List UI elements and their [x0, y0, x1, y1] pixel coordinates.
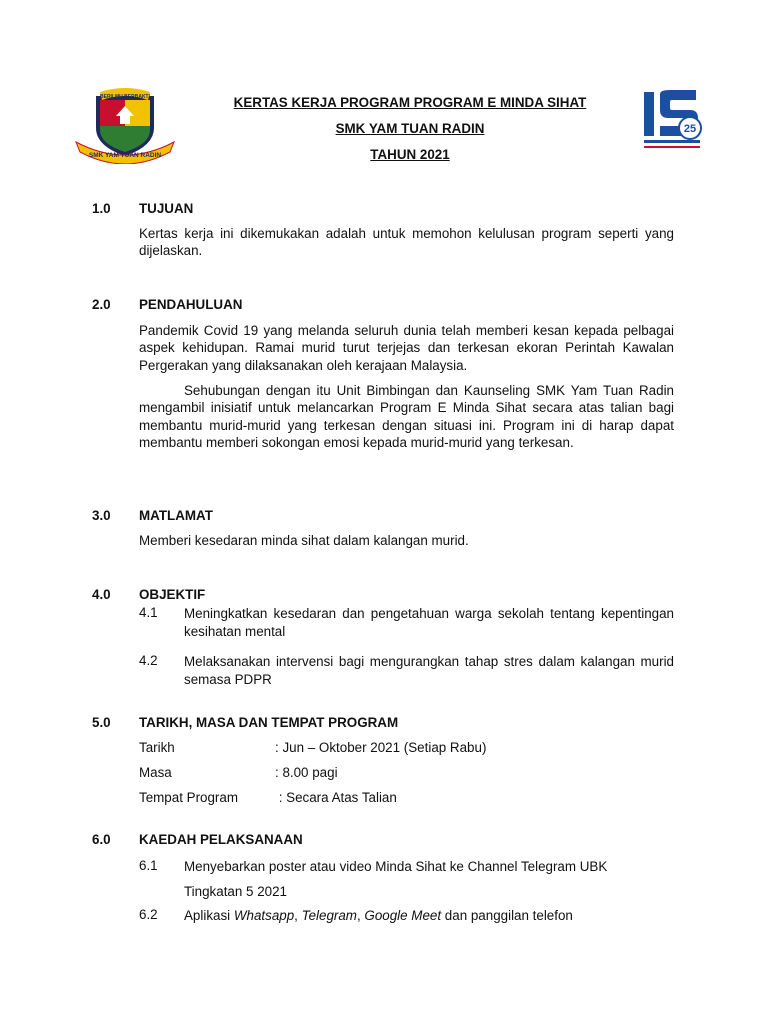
title-line-2: SMK YAM TUAN RADIN: [335, 121, 485, 136]
list-item-prefix: Aplikasi: [184, 908, 234, 923]
section-heading-kaedah: KAEDAH PELAKSANAAN: [139, 832, 303, 847]
list-separator: ,: [294, 908, 302, 923]
section-number: 4.0: [92, 587, 111, 602]
list-item-text: Melaksanakan intervensi bagi mengurangkan tahap stres dalam kalangan murid semasa PDPR: [184, 654, 674, 687]
app-name-whatsapp: Whatsapp: [233, 908, 295, 923]
school-crest-icon: [72, 86, 178, 164]
list-item-text: Meningkatkan kesedaran dan pengetahuan warga sekolah tentang kepentingan kesihatan mental: [184, 606, 674, 639]
detail-value: : Secara Atas Talian: [275, 790, 397, 805]
section-body-pendahuluan: Pandemik Covid 19 yang melanda seluruh dunia telah memberi kesan kepada pelbagai aspek kehidupan. Ramai murid turut terjejas dan terkesan ekoran Perintah Kawalan Pergerakan yang dilaksanakan oleh kerajaan Malaysia.: [139, 323, 674, 373]
title-line-3: TAHUN 2021: [370, 147, 450, 162]
list-item-text: Menyebarkan poster atau video Minda Sihat ke Channel Telegram UBK: [184, 859, 608, 874]
detail-label: Tarikh: [139, 740, 175, 755]
list-item-number: 6.2: [139, 907, 158, 922]
section-number: 3.0: [92, 508, 111, 523]
section-number: 2.0: [92, 297, 111, 312]
detail-value: : 8.00 pagi: [275, 765, 338, 780]
ribbon-text: SMK YAM TUAN RADIN: [88, 152, 162, 159]
section-body-matlamat: Memberi kesedaran minda sihat dalam kalangan murid.: [139, 533, 469, 548]
list-separator: ,: [356, 908, 365, 923]
section-heading-pendahuluan: PENDAHULUAN: [139, 297, 243, 312]
section-heading-objektif: OBJEKTIF: [139, 587, 206, 602]
anniversary-number: 25: [683, 123, 697, 135]
detail-label: Masa: [139, 765, 172, 780]
section-heading-tujuan: TUJUAN: [139, 201, 194, 216]
section-heading-tarikh: TARIKH, MASA DAN TEMPAT PROGRAM: [139, 715, 399, 730]
list-item-text: [184, 907, 674, 925]
list-item-suffix: dan panggilan telefon: [441, 908, 573, 923]
list-item-number: 6.1: [139, 858, 158, 873]
ls25-anniversary-logo-icon: [640, 88, 704, 154]
section-number: 5.0: [92, 715, 111, 730]
app-name-google-meet: Google Meet: [364, 908, 442, 923]
section-number: 1.0: [92, 201, 111, 216]
section-body-pendahuluan-2: Sehubungan dengan itu Unit Bimbingan dan Kaunseling SMK Yam Tuan Radin mengambil inisiatif untuk melancarkan Program E Minda Sihat secara atas talian bagi membantu murid-murid yang terkesan dengan situasi ini. Program ini di harap dapat membantu memberi sokongan emosi kepada murid-murid yang terkesan.: [139, 383, 674, 450]
app-name-telegram: Telegram: [301, 908, 357, 923]
detail-value: : Jun – Oktober 2021 (Setiap Rabu): [275, 740, 487, 755]
section-body-tujuan: Kertas kerja ini dikemukakan adalah untuk memohon kelulusan program seperti yang dijelaskan.: [139, 226, 674, 259]
section-heading-matlamat: MATLAMAT: [139, 508, 213, 523]
title-line-1: KERTAS KERJA PROGRAM PROGRAM E MINDA SIHAT: [233, 95, 587, 110]
list-item-number: 4.2: [139, 653, 158, 668]
list-item-text-continued: Tingkatan 5 2021: [184, 884, 287, 899]
document-title: [190, 94, 630, 172]
list-item-number: 4.1: [139, 605, 158, 620]
section-number: 6.0: [92, 832, 111, 847]
detail-label: Tempat Program: [139, 790, 238, 805]
motto-text: BERILMU BERBAKTI: [100, 94, 150, 100]
